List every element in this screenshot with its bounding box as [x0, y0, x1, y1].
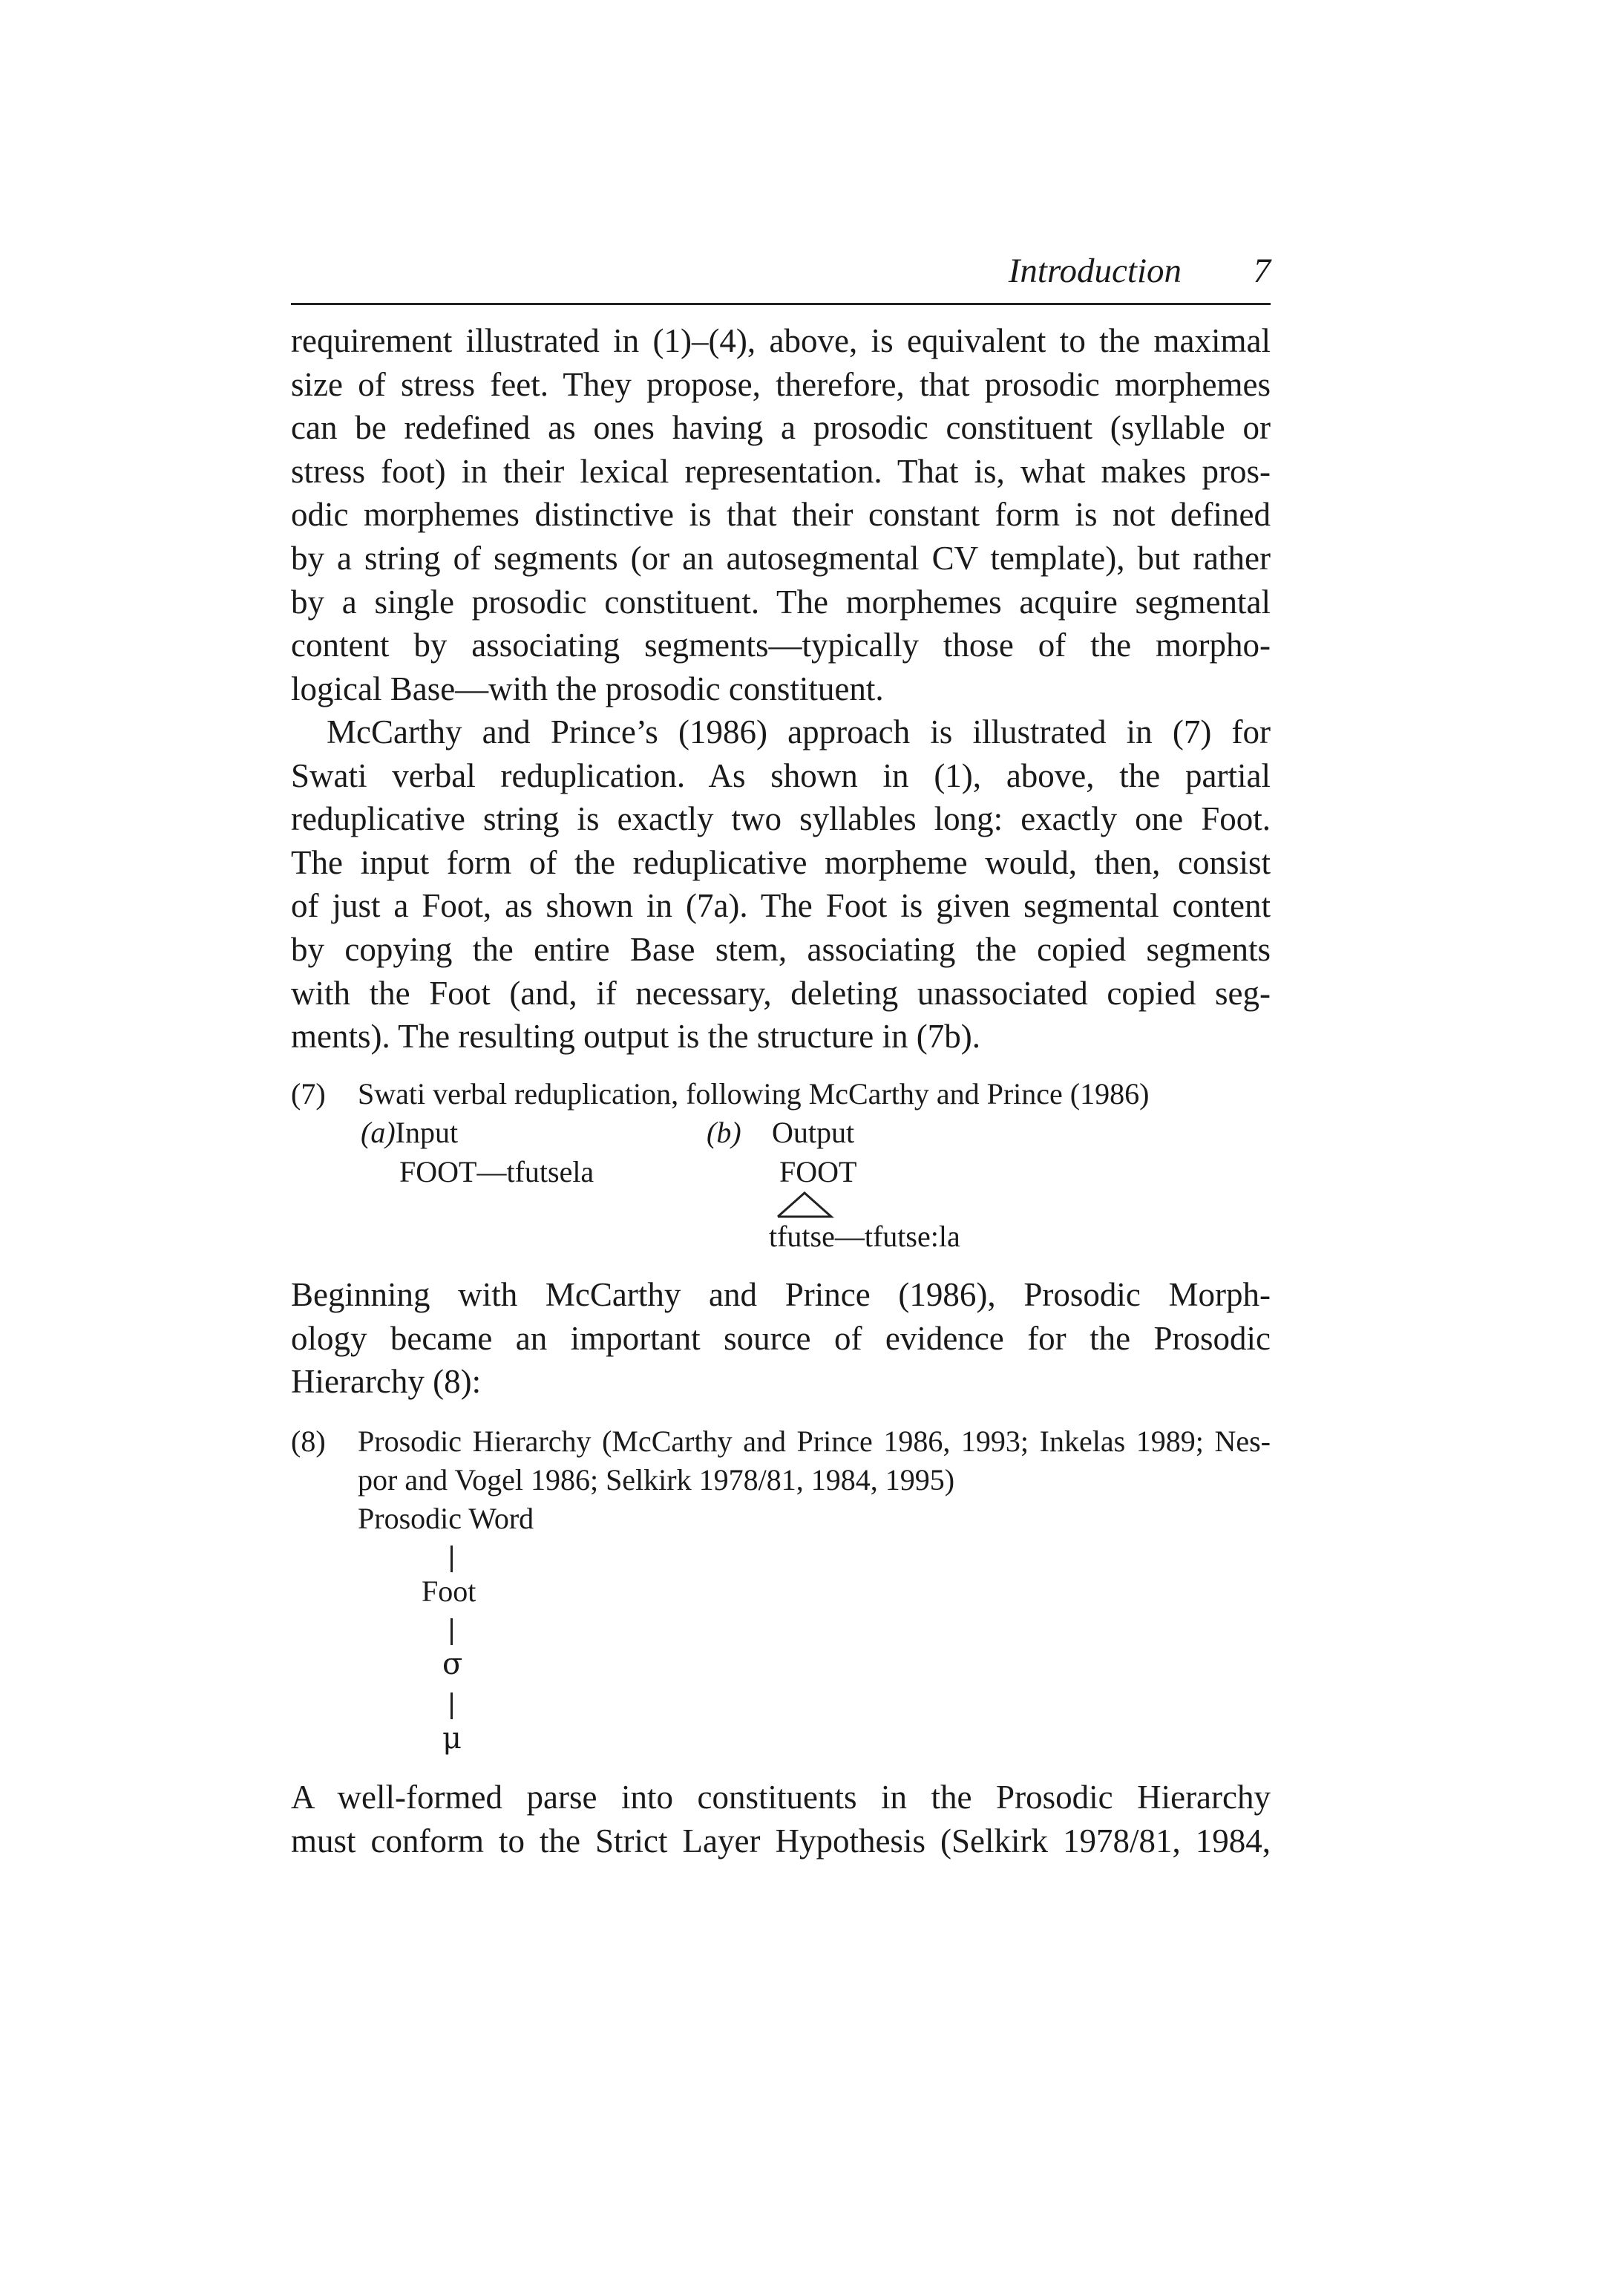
text-line: odic morphemes distinctive is that their constant form is not defined [291, 496, 1271, 534]
input-form: FOOT—tfutsela [399, 1155, 594, 1188]
text-line: ments). The resulting output is the structure in (7b). [291, 1018, 981, 1056]
text-line: A well-formed parse into constituents in the Prosodic Hierarchy [291, 1779, 1271, 1816]
hierarchy-syllable: σ [442, 1647, 463, 1681]
text-line: reduplicative string is exactly two syllables long: exactly one Foot. [291, 800, 1271, 838]
text-line: content by associating segments—typically those of the morpho- [291, 627, 1271, 664]
output-heading: Output [772, 1116, 855, 1149]
text-line: Beginning with McCarthy and Prince (1986), Prosodic Morph- [291, 1276, 1271, 1313]
text-line: stress foot) in their lexical representation. That is, what makes pros- [291, 452, 1271, 490]
running-header [291, 245, 1271, 304]
hierarchy-foot: Foot [422, 1574, 476, 1608]
example-number: (8) [291, 1425, 326, 1458]
example-title-line-1: Prosodic Hierarchy (McCarthy and Prince 1986, 1993; Inkelas 1989; Nes- [358, 1425, 1271, 1458]
header-rule [291, 303, 1271, 305]
text-line: size of stress feet. They propose, therefore, that prosodic morphemes [291, 365, 1271, 403]
text-line: requirement illustrated in (1)–(4), above, is equivalent to the maximal [291, 322, 1271, 359]
triangle-icon [775, 1190, 834, 1220]
input-heading: Input [395, 1116, 459, 1149]
text-line: by a single prosodic constituent. The morphemes acquire segmental [291, 583, 1271, 621]
paragraph-4 [291, 1776, 1271, 1862]
text-line: can be redefined as ones having a prosodic constituent (syllable or [291, 409, 1271, 447]
hierarchy-link [450, 1692, 453, 1719]
text-line: must conform to the Strict Layer Hypothesis (Selkirk 1978/81, 1984, [291, 1822, 1271, 1860]
running-head-title: Introduction [1008, 252, 1182, 290]
output-form: tfutse—tfutse:la [769, 1220, 960, 1253]
page-number: 7 [1253, 252, 1271, 290]
hierarchy-mora: μ [442, 1721, 462, 1756]
label-b: (b) [707, 1116, 741, 1149]
text-line: of just a Foot, as shown in (7a). The Foot is given segmental content [291, 887, 1271, 925]
text-line: Swati verbal reduplication. As shown in (1), above, the partial [291, 756, 1271, 794]
text-line: logical Base—with the prosodic constituent. [291, 670, 884, 707]
hierarchy-link [450, 1618, 453, 1645]
hierarchy-link [450, 1546, 453, 1572]
hierarchy-prosodic-word: Prosodic Word [358, 1502, 534, 1535]
example-title: Swati verbal reduplication, following McCarthy and Prince (1986) [358, 1077, 1150, 1111]
label-a: (a) [361, 1116, 396, 1149]
paragraph-1 [291, 319, 1271, 710]
text-line: by a string of segments (or an autosegmental CV template), but rather [291, 539, 1271, 577]
example-title-line-2: por and Vogel 1986; Selkirk 1978/81, 1984, 1995) [358, 1463, 955, 1497]
example-number: (7) [291, 1077, 326, 1111]
text-line: The input form of the reduplicative morpheme would, then, consist [291, 843, 1271, 881]
output-foot: FOOT [779, 1155, 857, 1188]
text-line: McCarthy and Prince’s (1986) approach is illustrated in (7) for [327, 713, 1271, 750]
example-7a-heading [361, 1113, 458, 1152]
paragraph-2 [291, 710, 1271, 1059]
text-line: by copying the entire Base stem, associating the copied segments [291, 930, 1271, 968]
text-line: Hierarchy (8): [291, 1363, 482, 1401]
text-line: with the Foot (and, if necessary, deleting unassociated copied seg- [291, 974, 1271, 1012]
paragraph-3 [291, 1273, 1271, 1404]
text-line: ology became an important source of evidence for the Prosodic [291, 1319, 1271, 1357]
